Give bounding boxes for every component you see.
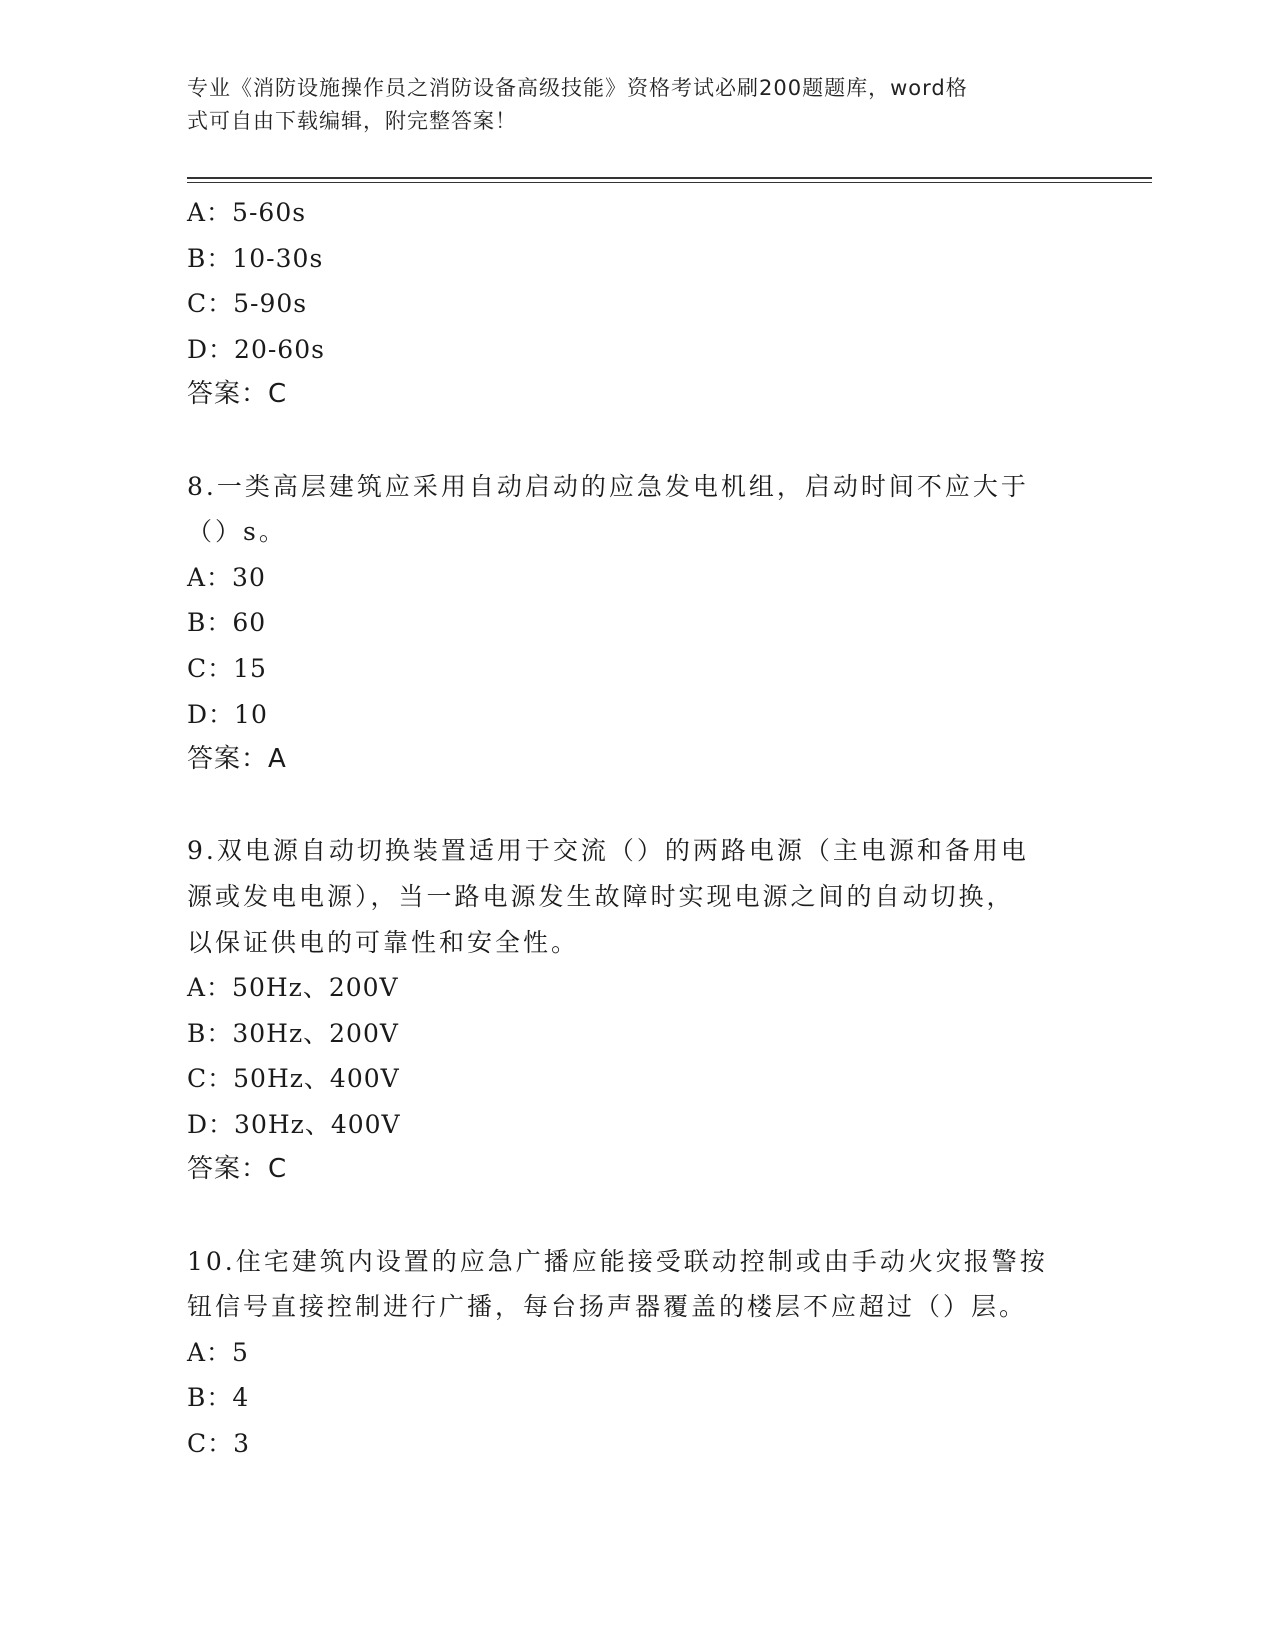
option-c: C：50Hz、400V (187, 1064, 400, 1094)
question-stem-line: （）s。 (187, 517, 287, 547)
option-d: D：10 (187, 699, 268, 729)
question-stem-line: 10.住宅建筑内设置的应急广播应能接受联动控制或由手动火灾报警按 (187, 1246, 1048, 1276)
question-list (187, 190, 1087, 1467)
option-b: B：60 (187, 608, 267, 638)
header-rule-thin (187, 182, 1152, 183)
question-10 (187, 1239, 1087, 1467)
option-a: A：5 (187, 1337, 249, 1367)
question-stem-line: 8.一类高层建筑应采用自动启动的应急发电机组，启动时间不应大于 (187, 471, 1029, 501)
spacer (187, 418, 1087, 464)
answer: 答案：C (187, 379, 288, 410)
question-7 (187, 190, 1087, 418)
header-line-2: 式可自由下载编辑，附完整答案！ (187, 109, 517, 133)
option-d: D：30Hz、400V (187, 1109, 401, 1139)
question-8 (187, 464, 1087, 783)
document-header (187, 72, 1067, 138)
spacer (187, 1193, 1087, 1239)
option-a: A：5-60s (187, 198, 307, 227)
option-b: B：10-30s (187, 243, 324, 273)
header-rule-thick (187, 177, 1152, 179)
question-stem-line: 钮信号直接控制进行广播，每台扬声器覆盖的楼层不应超过（）层。 (187, 1292, 1028, 1322)
answer: 答案：C (187, 1154, 288, 1185)
option-a: A：50Hz、200V (187, 973, 399, 1003)
header-line-1: 专业《消防设施操作员之消防设备高级技能》资格考试必刷200题题库，word格 (187, 76, 968, 100)
question-stem-line: 源或发电电源），当一路电源发生故障时实现电源之间的自动切换， (187, 881, 1015, 911)
option-c: C：15 (187, 653, 267, 683)
option-b: B：4 (187, 1383, 250, 1413)
question-9 (187, 828, 1087, 1193)
option-c: C：3 (187, 1429, 251, 1459)
option-b: B：30Hz、200V (187, 1018, 399, 1048)
question-stem-line: 以保证供电的可靠性和安全性。 (187, 927, 580, 957)
question-stem-line: 9.双电源自动切换装置适用于交流（）的两路电源（主电源和备用电 (187, 836, 1029, 866)
answer: 答案：A (187, 744, 287, 775)
option-c: C：5-90s (187, 289, 308, 319)
option-a: A：30 (187, 562, 266, 592)
option-d: D：20-60s (187, 334, 325, 364)
spacer (187, 783, 1087, 829)
